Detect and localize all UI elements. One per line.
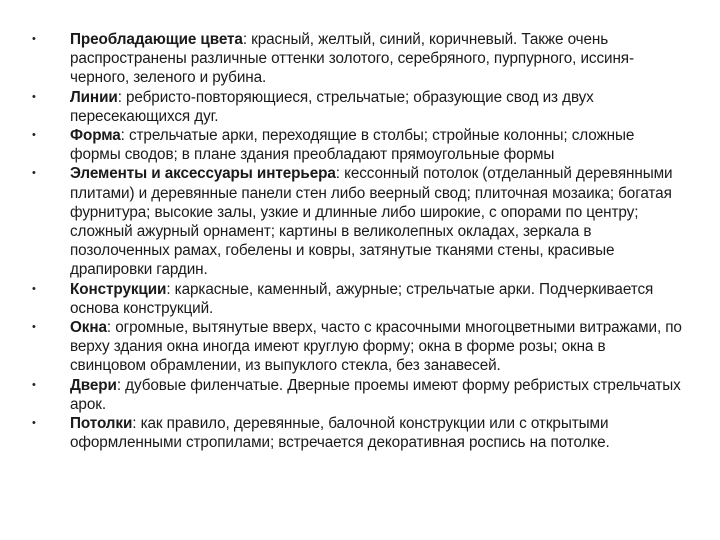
bullet-icon: • <box>32 167 36 180</box>
item-label: Линии <box>70 88 118 106</box>
item-body: : огромные, вытянутые вверх, часто с красочными многоцветными витражами, по верху здания окна иногда имеют круглую форму; окна в форме розы; окна в свинцовом обрамлении, из выпуклого стекла, без занавесей. <box>70 319 682 375</box>
item-label: Окна <box>70 319 107 337</box>
list-item <box>30 376 684 414</box>
item-text <box>70 376 684 414</box>
item-body: : каркасные, каменный, ажурные; стрельчатые арки. Подчеркивается основа конструкций. <box>70 280 654 317</box>
bullet-icon: • <box>32 90 36 103</box>
item-label: Конструкции <box>70 280 167 298</box>
item-body: : ребристо-повторяющиеся, стрельчатые; образующие свод из двух пересекающихся дуг. <box>70 88 594 125</box>
bullet-icon: • <box>32 33 36 45</box>
list-item <box>30 164 684 279</box>
item-label: Форма <box>70 127 121 145</box>
item-body: : красный, желтый, синий, коричневый. Также очень распространены различные оттенки золотого, серебряного, пурпурного, иссиня-черного, зеленого и рубина. <box>70 31 634 87</box>
item-body: : стрельчатые арки, переходящие в столбы; стройные колонны; сложные формы сводов; в плане здания преобладают прямоугольные формы <box>70 127 635 164</box>
item-text <box>70 126 684 164</box>
bullet-list <box>30 30 684 452</box>
bullet-icon: • <box>32 282 36 295</box>
item-body: : как правило, деревянные, балочной конструкции или с открытыми оформленными стропилами; встречается декоративная роспись на потолке. <box>70 415 610 452</box>
list-item <box>30 318 684 376</box>
bullet-icon: • <box>32 321 36 334</box>
list-item <box>30 414 684 452</box>
item-text <box>70 30 684 88</box>
item-label: Элементы и аксессуары интерьера <box>70 165 336 183</box>
item-text <box>70 414 684 452</box>
list-item <box>30 30 684 88</box>
item-label: Потолки <box>70 415 133 433</box>
item-label: Двери <box>70 376 117 394</box>
bullet-icon: • <box>32 378 36 391</box>
item-text <box>70 280 684 318</box>
item-text <box>70 164 684 279</box>
list-item <box>30 88 684 126</box>
item-label: Преобладающие цвета <box>70 31 243 48</box>
list-item <box>30 280 684 318</box>
bullet-icon: • <box>32 129 36 142</box>
bullet-icon: • <box>32 417 36 430</box>
item-body: : дубовые филенчатые. Дверные проемы имеют форму ребристых стрельчатых арок. <box>70 376 681 413</box>
item-text <box>70 318 684 376</box>
item-text <box>70 88 684 126</box>
list-item <box>30 126 684 164</box>
item-body: : кессонный потолок (отделанный деревянными плитами) и деревянные панели стен либо веерный свод; плиточная мозаика; богатая фурнитура; высокие залы, узкие и длинные либо широкие, с опорами по центру; сложный ажурный орнамент; картины в великолепных окладах, зеркала в позолоченных рамах, гобелены и ковры, затянутые тканями стены, красивые драпировки гардин. <box>70 165 673 279</box>
